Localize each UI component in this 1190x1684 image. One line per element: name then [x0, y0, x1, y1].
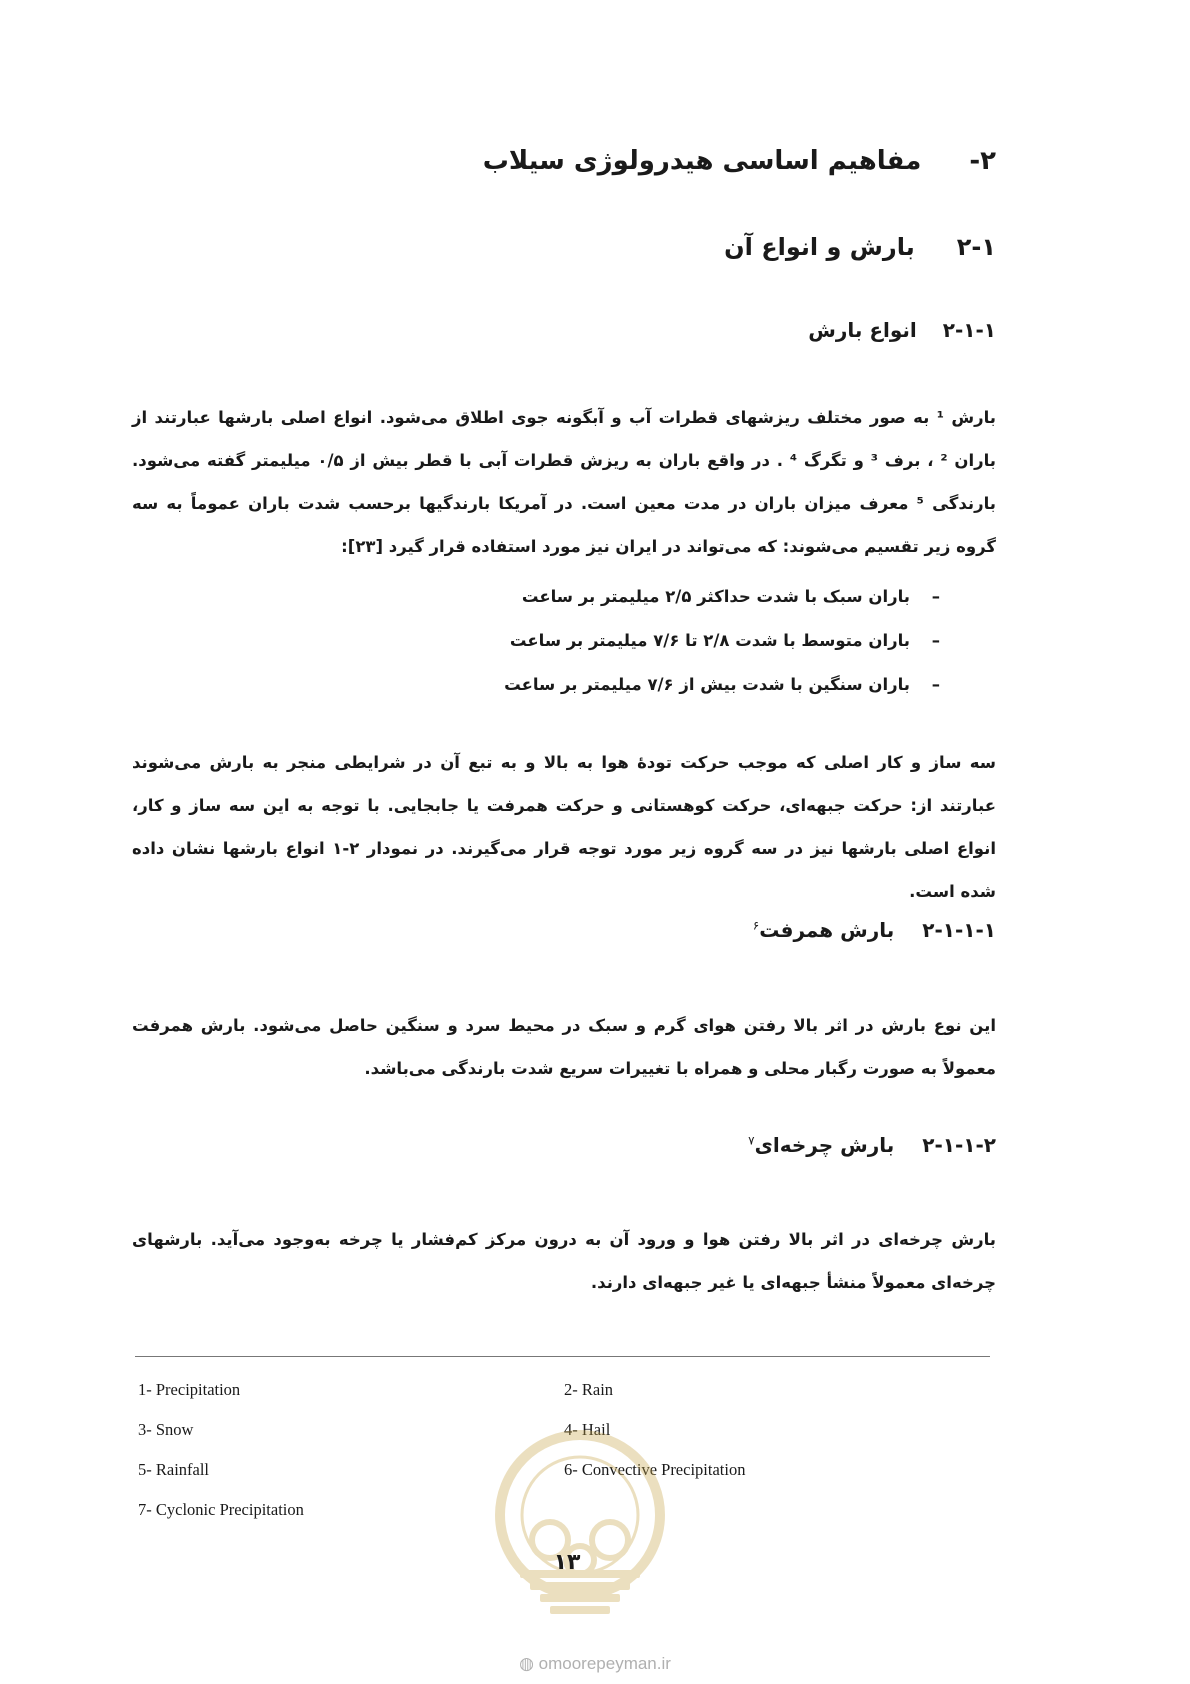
watermark-logo: [480, 1420, 680, 1650]
subsubsection-heading: [808, 318, 996, 342]
section-title: مفاهیم اساسی هیدرولوژی سیلاب: [482, 146, 922, 176]
rain-category-list: [504, 575, 940, 707]
subsection-title: بارش و انواع آن: [724, 233, 915, 261]
mechanisms-paragraph: سه ساز و کار اصلی که موجب حرکت تودهٔ هوا به بالا و به تبع آن در شرایطی منجر به بارش می‌شوند عبارتند از: حرکت جبهه‌ای، حرکت کوهستانی و حرکت همرفت یا جابجایی. با توجه به این سه ساز و کار، انواع اصلی بارشها نیز در سه گروه زیر مورد توجه قرار می‌گیرند. در نمودار ۲-۱ انواع بارشها نشان داده شده است.: [132, 753, 996, 901]
bullet-dash: –: [931, 587, 940, 606]
footnote: 5- Rainfall: [138, 1460, 210, 1479]
subsection-heading: [724, 233, 996, 261]
convective-number: ۲-۱-۱-۱: [922, 918, 996, 942]
subsubsection-number: ۲-۱-۱: [942, 318, 996, 342]
footnote: 1- Precipitation: [138, 1380, 241, 1399]
list-item: [504, 619, 940, 663]
convective-heading: [753, 918, 996, 942]
cyclonic-number: ۲-۱-۱-۲: [922, 1133, 996, 1157]
section-heading: [483, 146, 996, 176]
footnote: 6- Convective Precipitation: [564, 1460, 746, 1479]
footnote: 3- Snow: [138, 1420, 194, 1439]
cyclonic-heading: [748, 1133, 996, 1157]
footnote: 4- Hail: [564, 1420, 611, 1439]
cyclonic-paragraph: بارش چرخه‌ای در اثر بالا رفتن هوا و ورود آن به درون مرکز کم‌فشار یا چرخه به‌وجود می‌آید. بارشهای چرخه‌ای معمولاً منشأ جبهه‌ای یا غیر جبهه‌ای دارند.: [132, 1230, 996, 1292]
list-item-text: باران سبک با شدت حداکثر ۲/۵ میلیمتر بر ساعت: [521, 587, 910, 606]
footnote-divider: [135, 1356, 990, 1357]
convective-paragraph: این نوع بارش در اثر بالا رفتن هوای گرم و سبک در محیط سرد و سنگین حاصل می‌شود. بارش همرفت معمولاً به صورت رگبار محلی و همراه با تغییرات سریع شدت بارندگی می‌باشد.: [132, 1016, 996, 1078]
subsection-number: ۲-۱: [956, 233, 996, 261]
cyclonic-title: بارش چرخه‌ای: [754, 1133, 895, 1157]
globe-icon: ◍: [519, 1654, 534, 1673]
subsubsection-title: انواع بارش: [808, 318, 917, 342]
footnote: 7- Cyclonic Precipitation: [138, 1500, 304, 1519]
intro-paragraph: بارش ¹ به صور مختلف ریزشهای قطرات آب و آبگونه جوی اطلاق می‌شود. انواع اصلی بارشها عبارتند از باران ² ، برف ³ و تگرگ ⁴ . در واقع باران به ریزش قطرات آبی با قطر بیش از ۰/۵ میلیمتر گفته می‌شود. بارندگی ⁵ معرف میزان باران در مدت معین است. در آمریکا بارندگیها برحسب شدت باران عموماً به سه گروه زیر تقسیم می‌شوند: که می‌تواند در ایران نیز مورد استفاده قرار گیرد [۲۳]:: [132, 408, 996, 556]
page-number: ۱۳: [553, 1550, 581, 1575]
footnote-marker: ۶: [752, 918, 760, 933]
footnote-marker: ۷: [748, 1133, 755, 1148]
section-number: ۲-: [969, 146, 996, 176]
watermark-site-text: omoorepeyman.ir: [538, 1654, 671, 1673]
bullet-dash: –: [931, 675, 940, 694]
watermark-site: [0, 1654, 1190, 1674]
list-item-text: باران متوسط با شدت ۲/۸ تا ۷/۶ میلیمتر بر ساعت: [509, 631, 910, 650]
bullet-dash: –: [931, 631, 940, 650]
list-item: [504, 663, 940, 707]
footnote: 2- Rain: [564, 1380, 614, 1399]
list-item-text: باران سنگین با شدت بیش از ۷/۶ میلیمتر بر ساعت: [504, 675, 910, 694]
convective-title: بارش همرفت: [759, 918, 895, 942]
list-item: [504, 575, 940, 619]
